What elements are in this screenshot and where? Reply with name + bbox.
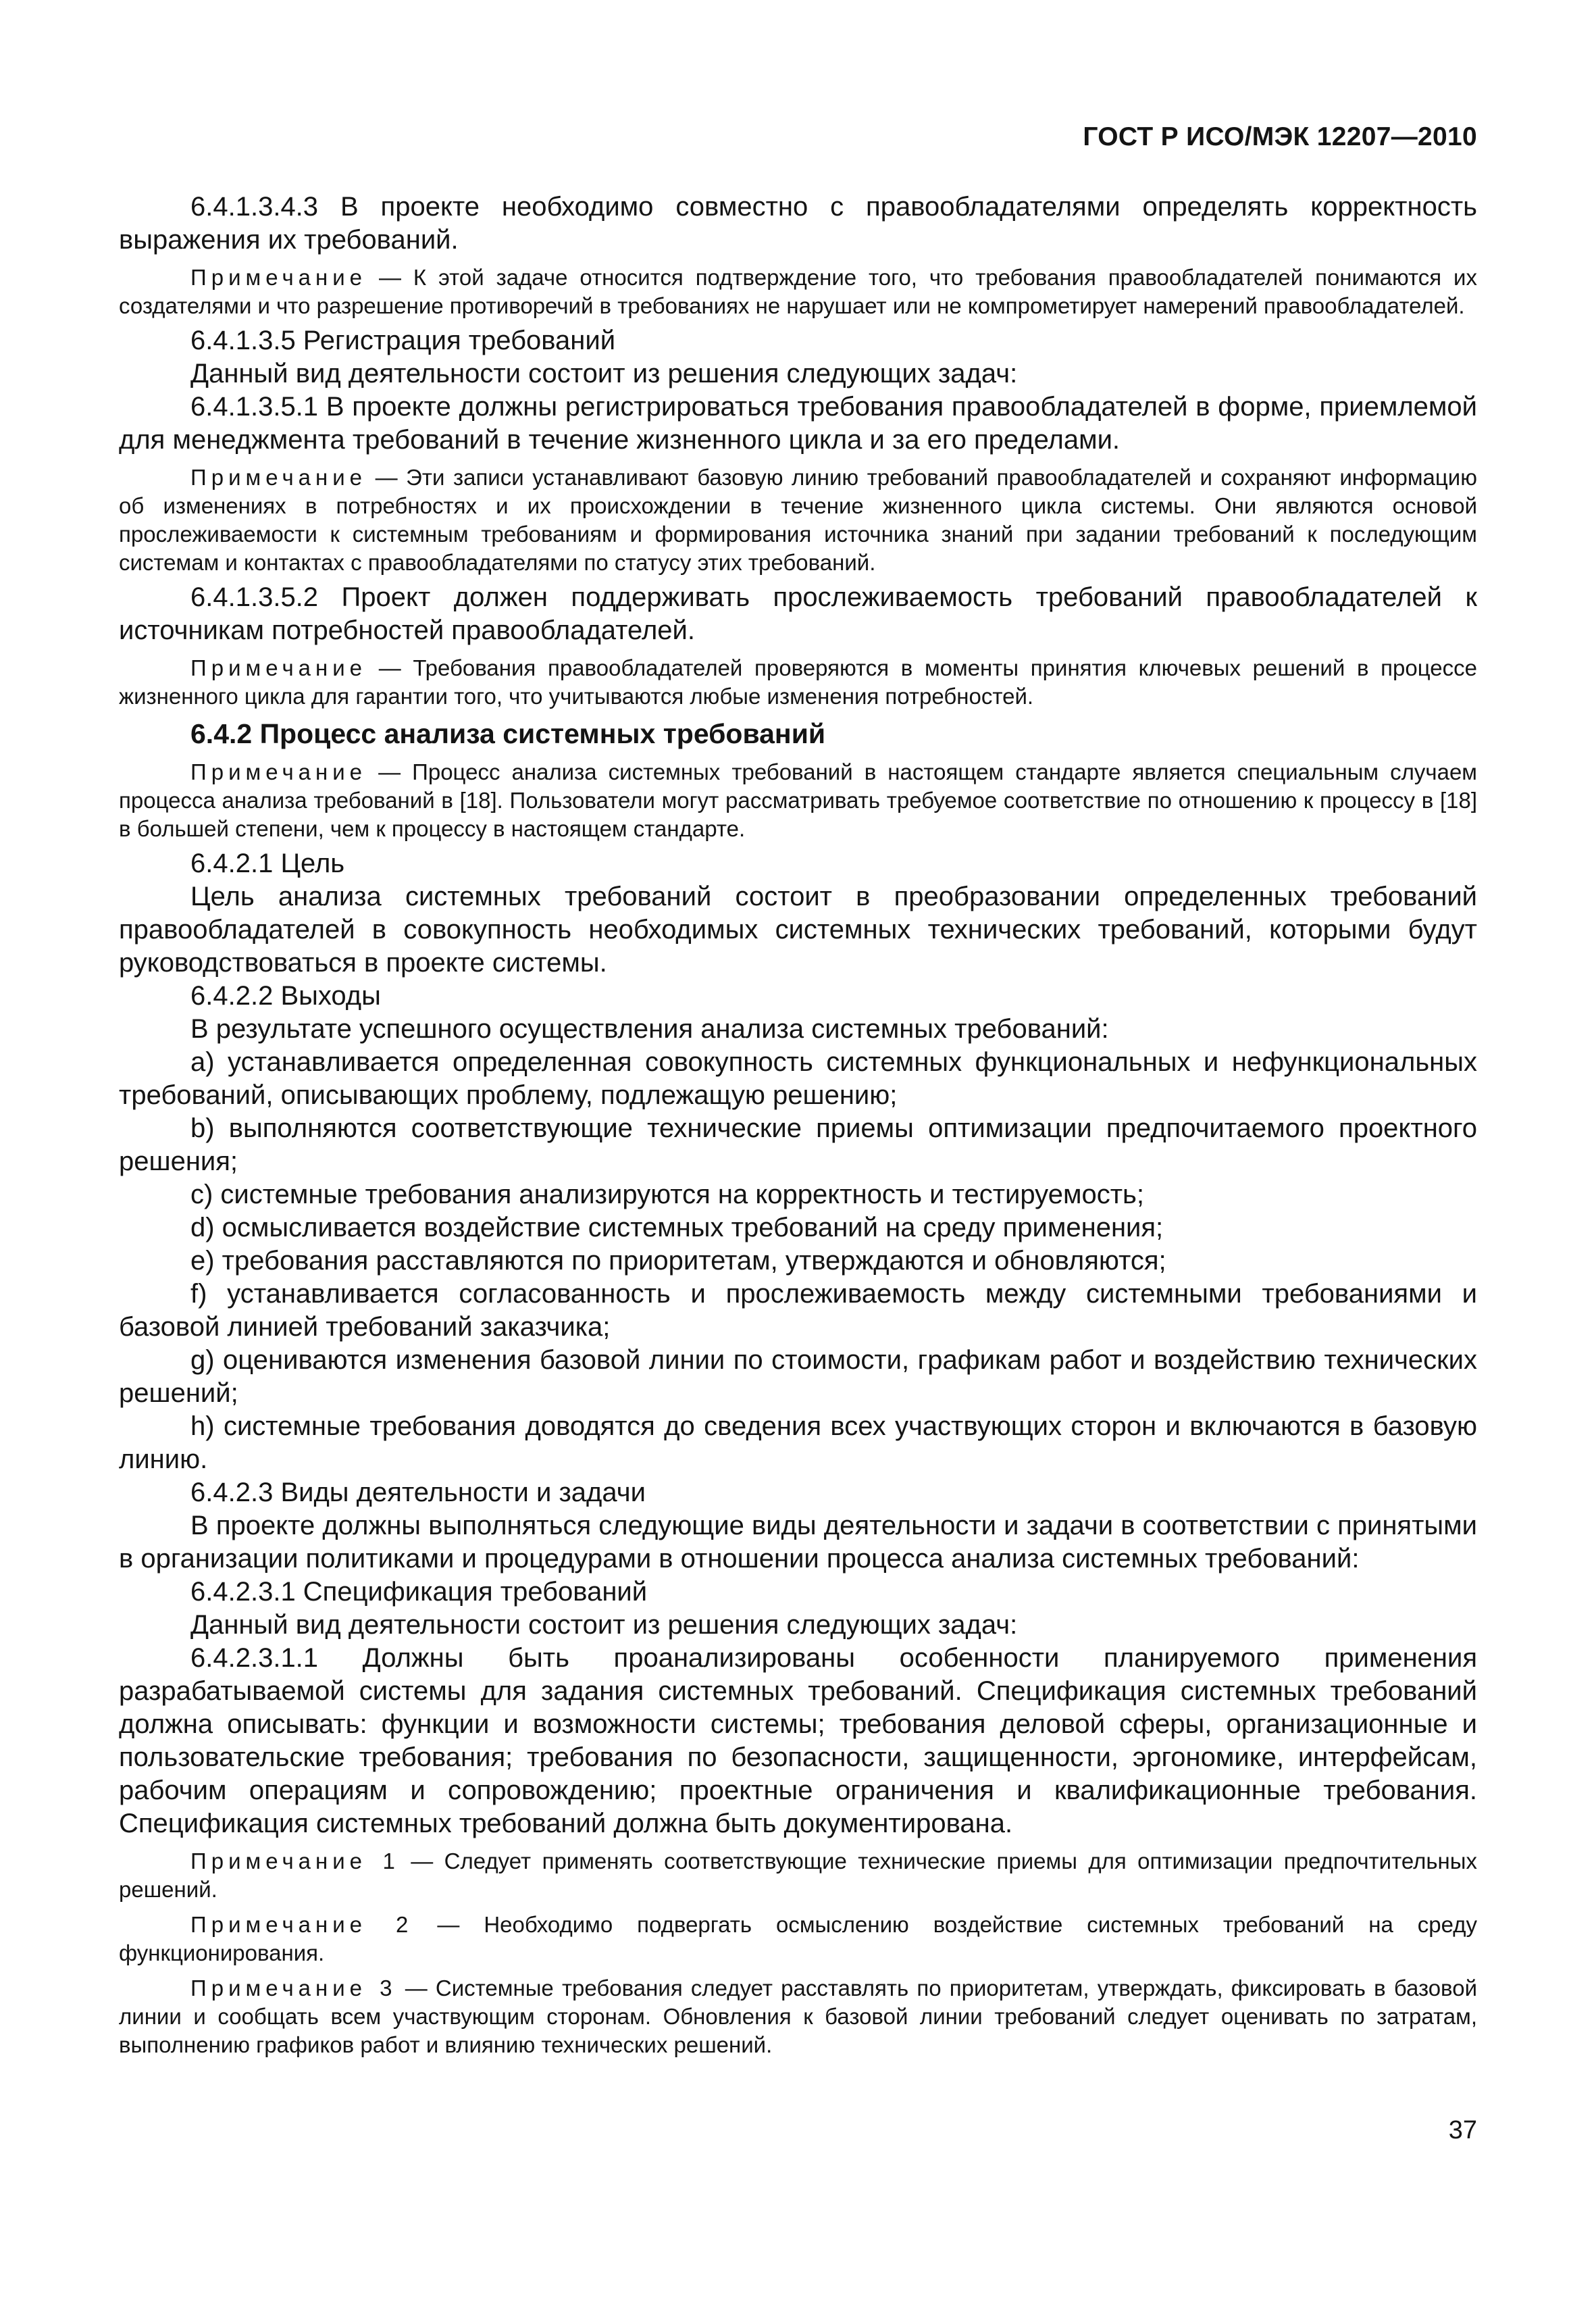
section-heading-6-4-2: 6.4.2 Процесс анализа системных требований bbox=[190, 718, 826, 749]
note-text: — Процесс анализа системных требований в настоящем стандарте является специальным случаем процесса анализа требований в [18]. Пользователи могут рассматривать требуемое соответствие по отношению к процессу в [18] в большей степени, чем к процессу в настоящем стандарте. bbox=[119, 759, 1477, 841]
clause-6-4-2-3: 6.4.2.3 Виды деятельности и задачи bbox=[190, 1478, 646, 1507]
page-number: 37 bbox=[1448, 2116, 1477, 2144]
clause-6-4-1-3-5: 6.4.1.3.5 Регистрация требований bbox=[190, 326, 616, 355]
list-item-e: e) требования расставляются по приоритетам, утверждаются и обновляются; bbox=[190, 1246, 1166, 1276]
document-header: ГОСТ Р ИСО/МЭК 12207—2010 bbox=[1083, 122, 1477, 151]
list-item-g: g) оцениваются изменения базовой линии по стоимости, графикам работ и воздействию технических решений; bbox=[119, 1345, 1477, 1408]
note-3 bbox=[119, 1974, 1477, 2059]
note bbox=[119, 758, 1477, 843]
note-label: Примечание 1 bbox=[190, 1848, 400, 1873]
paragraph: Данный вид деятельности состоит из решения следующих задач: bbox=[190, 1610, 1018, 1640]
clause-6-4-2-1: 6.4.2.1 Цель bbox=[190, 849, 345, 878]
paragraph: Данный вид деятельности состоит из решения следующих задач: bbox=[190, 359, 1018, 388]
note-text: — Системные требования следует расставлять по приоритетам, утверждать, фиксировать в базовой линии и сообщать всем участвующим сторонам. Обновления к базовой линии требований следует оценивать по затратам, выполнению графиков работ и влиянию технических решений. bbox=[119, 1976, 1478, 2057]
paragraph: Цель анализа системных требований состоит в преобразовании определенных требований правообладателей в совокупность необходимых системных технических требований, которыми будут руководствоваться в проекте системы. bbox=[119, 882, 1477, 978]
paragraph: В проекте должны выполняться следующие виды деятельности и задачи в соответствии с принятыми в организации политиками и процедурами в отношении процесса анализа системных требований: bbox=[119, 1511, 1477, 1574]
clause-6-4-2-2: 6.4.2.2 Выходы bbox=[190, 981, 381, 1011]
note-label: Примечание bbox=[190, 265, 367, 290]
clause-6-4-1-3-4-3: 6.4.1.3.4.3 В проекте необходимо совместно с правообладателями определять корректность выражения их требований. bbox=[119, 192, 1477, 255]
clause-6-4-1-3-5-1: 6.4.1.3.5.1 В проекте должны регистрироваться требования правообладателей в форме, приемлемой для менеджмента требований в течение жизненного цикла и за его пределами. bbox=[119, 392, 1477, 455]
note-label: Примечание bbox=[190, 655, 367, 680]
note-text: — К этой задаче относится подтверждение того, что требования правообладателей понимаются их создателями и что разрешение противоречий в требованиях не нарушает или не компрометирует намерений правообладателей. bbox=[119, 265, 1477, 318]
list-item-a: a) устанавливается определенная совокупность системных функциональных и нефункциональных требований, описывающих проблему, подлежащую решению; bbox=[119, 1047, 1477, 1110]
note-text: — Необходимо подвергать осмыслению воздействие системных требований на среду функционирования. bbox=[119, 1912, 1478, 1965]
list-item-d: d) осмысливается воздействие системных требований на среду применения; bbox=[190, 1213, 1164, 1242]
note-label: Примечание 3 bbox=[190, 1976, 397, 2001]
note-label: Примечание bbox=[190, 759, 367, 784]
clause-6-4-2-3-1-1: 6.4.2.3.1.1 Должны быть проанализированы особенности планируемого применения разрабатываемой системы для задания системных требований. Спецификация системных требований должна описывать: функции и возможности системы; требования деловой сферы, организационные и пользовательские требования; требования по безопасности, защищенности, эргономике, интерфейсам, рабочим операциям и сопровождению; проектные ограничения и квалификационные требования. Спецификация системных требований должна быть документирована. bbox=[119, 1643, 1477, 1838]
paragraph: В результате успешного осуществления анализа системных требований: bbox=[190, 1014, 1109, 1044]
note bbox=[119, 263, 1477, 320]
note-text: — Эти записи устанавливают базовую линию требований правообладателей и сохраняют информацию об изменениях в потребностях и их происхождении в течение жизненного цикла системы. Они являются основой прослеживаемости к системным требованиям и формирования источника знаний при задании требований к последующим системам и контактах с правообладателями по статусу этих требований. bbox=[119, 465, 1477, 575]
note-label: Примечание 2 bbox=[190, 1912, 413, 1937]
page-content bbox=[119, 191, 1477, 2063]
clause-6-4-2-3-1: 6.4.2.3.1 Спецификация требований bbox=[190, 1577, 648, 1607]
list-item-h: h) системные требования доводятся до сведения всех участвующих сторон и включаются в базовую линию. bbox=[119, 1411, 1477, 1474]
note-2 bbox=[119, 1911, 1477, 1967]
note-1 bbox=[119, 1847, 1477, 1904]
note-text: — Требования правообладателей проверяются в моменты принятия ключевых решений в процессе жизненного цикла для гарантии того, что учитываются любые изменения потребностей. bbox=[119, 655, 1477, 709]
note-label: Примечание bbox=[190, 465, 367, 490]
clause-6-4-1-3-5-2: 6.4.1.3.5.2 Проект должен поддерживать прослеживаемость требований правообладателей к источникам потребностей правообладателей. bbox=[119, 582, 1477, 645]
list-item-c: c) системные требования анализируются на корректность и тестируемость; bbox=[190, 1180, 1144, 1209]
note bbox=[119, 463, 1477, 577]
list-item-f: f) устанавливается согласованность и прослеживаемость между системными требованиями и базовой линией требований заказчика; bbox=[119, 1279, 1477, 1342]
note-text: — Следует применять соответствующие технические приемы для оптимизации предпочтительных решений. bbox=[119, 1848, 1477, 1902]
list-item-b: b) выполняются соответствующие технические приемы оптимизации предпочитаемого проектного решения; bbox=[119, 1113, 1477, 1176]
note bbox=[119, 654, 1477, 711]
